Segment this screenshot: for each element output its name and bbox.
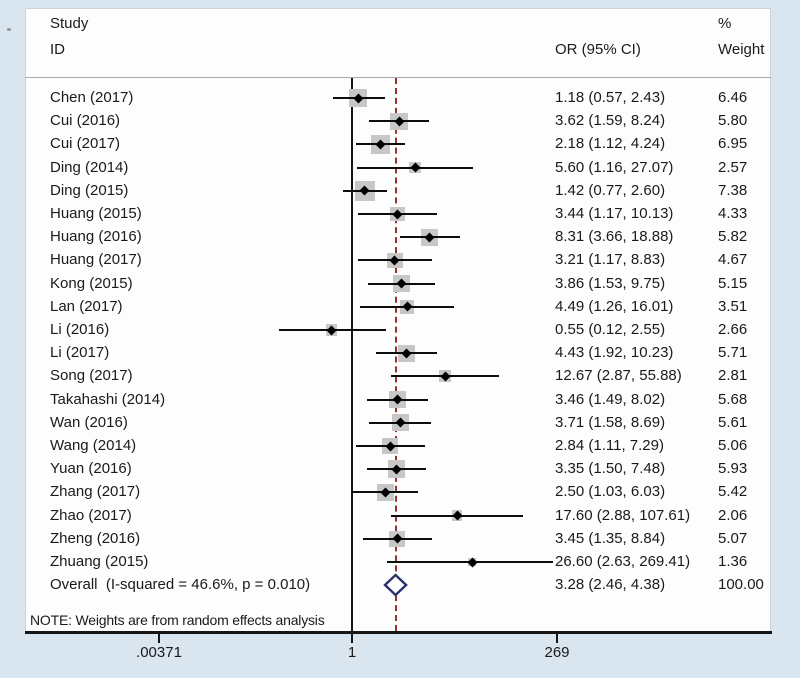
weight-value: 5.80 bbox=[718, 112, 748, 130]
or-ci-value: 2.50 (1.03, 6.03) bbox=[555, 483, 666, 501]
study-id-label: Li (2016) bbox=[50, 321, 110, 338]
or-ci-value: 1.18 (0.57, 2.43) bbox=[555, 89, 666, 106]
weight-value: 5.71 bbox=[718, 344, 748, 362]
null-effect-line bbox=[351, 78, 353, 631]
weight-value: 1.36 bbox=[718, 553, 748, 570]
study-id-label: Zhang (2017) bbox=[50, 483, 141, 501]
weight-value: 5.42 bbox=[718, 483, 748, 501]
percent-header: % bbox=[718, 15, 732, 32]
study-id-label: Kong (2015) bbox=[50, 274, 133, 292]
axis-tick-label: 269 bbox=[544, 644, 570, 661]
or-ci-value: 3.44 (1.17, 10.13) bbox=[555, 205, 674, 222]
study-id-label: Ding (2015) bbox=[50, 181, 129, 199]
weight-value: 6.95 bbox=[718, 135, 748, 153]
study-id-label: Lan (2017) bbox=[50, 297, 123, 315]
header-divider bbox=[25, 77, 771, 78]
study-id-label: Wang (2014) bbox=[50, 437, 137, 454]
study-id-label: Wan (2016) bbox=[50, 413, 128, 431]
or-ci-value: 3.21 (1.17, 8.83) bbox=[555, 251, 666, 269]
overall-estimate-dashed-line bbox=[395, 78, 397, 631]
study-id-label: Zhao (2017) bbox=[50, 506, 132, 524]
or-ci-value: 17.60 (2.88, 107.61) bbox=[555, 506, 691, 524]
or-ci-value: 8.31 (3.66, 18.88) bbox=[555, 228, 674, 246]
or-ci-value: 3.86 (1.53, 9.75) bbox=[555, 274, 666, 292]
axis-tick-label: 1 bbox=[347, 644, 357, 661]
axis-tick bbox=[556, 634, 558, 643]
study-id-label: Li (2017) bbox=[50, 344, 110, 362]
study-header-line1: Study bbox=[50, 15, 89, 32]
weight-value: 3.51 bbox=[718, 297, 748, 315]
axis-tick bbox=[351, 634, 353, 643]
or-ci-value: 3.45 (1.35, 8.84) bbox=[555, 529, 666, 547]
weight-value: 5.68 bbox=[718, 390, 748, 408]
or-ci-value: 0.55 (0.12, 2.55) bbox=[555, 321, 666, 338]
weight-value: 2.06 bbox=[718, 506, 748, 524]
weight-value: 4.67 bbox=[718, 251, 748, 269]
or-ci-value: 4.43 (1.92, 10.23) bbox=[555, 344, 674, 362]
weight-value: 4.33 bbox=[718, 205, 748, 222]
weight-value: 2.66 bbox=[718, 321, 748, 338]
or-ci-value: 3.46 (1.49, 8.02) bbox=[555, 390, 666, 408]
study-id-label: Cui (2017) bbox=[50, 135, 121, 153]
random-effects-note: NOTE: Weights are from random effects analysis bbox=[30, 612, 325, 628]
study-header-line2: ID bbox=[50, 41, 65, 58]
study-id-label: Ding (2014) bbox=[50, 158, 129, 176]
or-ci-value: 3.71 (1.58, 8.69) bbox=[555, 413, 666, 431]
or-ci-value: 2.84 (1.11, 7.29) bbox=[555, 437, 664, 454]
weight-value: 5.82 bbox=[718, 228, 748, 246]
or-ci-value: 2.18 (1.12, 4.24) bbox=[555, 135, 666, 153]
or-ci-value: 3.62 (1.59, 8.24) bbox=[555, 112, 666, 130]
weight-column-header: Weight bbox=[718, 41, 765, 58]
or-ci-value: 5.60 (1.16, 27.07) bbox=[555, 158, 674, 176]
weight-value: 5.61 bbox=[718, 413, 748, 431]
study-id-label: Zheng (2016) bbox=[50, 529, 141, 547]
study-id-label: Chen (2017) bbox=[50, 89, 134, 106]
study-id-label: Cui (2016) bbox=[50, 112, 121, 130]
or-ci-value: 1.42 (0.77, 2.60) bbox=[555, 181, 666, 199]
overall-or-ci-value: 3.28 (2.46, 4.38) bbox=[555, 576, 666, 594]
weight-value: 5.06 bbox=[718, 437, 748, 454]
overall-weight-value: 100.00 bbox=[718, 576, 764, 594]
weight-value: 5.15 bbox=[718, 274, 748, 292]
stray-mark bbox=[7, 28, 11, 31]
study-id-label: Yuan (2016) bbox=[50, 460, 132, 478]
weight-value: 5.07 bbox=[718, 529, 748, 547]
weight-value: 2.81 bbox=[718, 367, 748, 385]
study-id-label: Zhuang (2015) bbox=[50, 553, 149, 570]
study-id-label: Huang (2015) bbox=[50, 205, 142, 222]
axis-tick-label: .00371 bbox=[136, 644, 182, 661]
weight-value: 6.46 bbox=[718, 89, 748, 106]
weight-value: 7.38 bbox=[718, 181, 748, 199]
axis-tick bbox=[158, 634, 160, 643]
overall-label: Overall (I-squared = 46.6%, p = 0.010) bbox=[50, 576, 311, 594]
x-axis-line bbox=[25, 631, 772, 634]
or-ci-value: 4.49 (1.26, 16.01) bbox=[555, 297, 674, 315]
study-id-label: Song (2017) bbox=[50, 367, 133, 385]
or-ci-value: 12.67 (2.87, 55.88) bbox=[555, 367, 682, 385]
or-ci-value: 26.60 (2.63, 269.41) bbox=[555, 553, 691, 570]
weight-value: 5.93 bbox=[718, 460, 748, 478]
overall-diamond bbox=[381, 571, 410, 599]
study-id-label: Huang (2016) bbox=[50, 228, 142, 246]
study-id-label: Takahashi (2014) bbox=[50, 390, 166, 408]
study-id-label: Huang (2017) bbox=[50, 251, 142, 269]
or-column-header: OR (95% CI) bbox=[555, 41, 641, 58]
weight-value: 2.57 bbox=[718, 158, 748, 176]
or-ci-value: 3.35 (1.50, 7.48) bbox=[555, 460, 666, 478]
